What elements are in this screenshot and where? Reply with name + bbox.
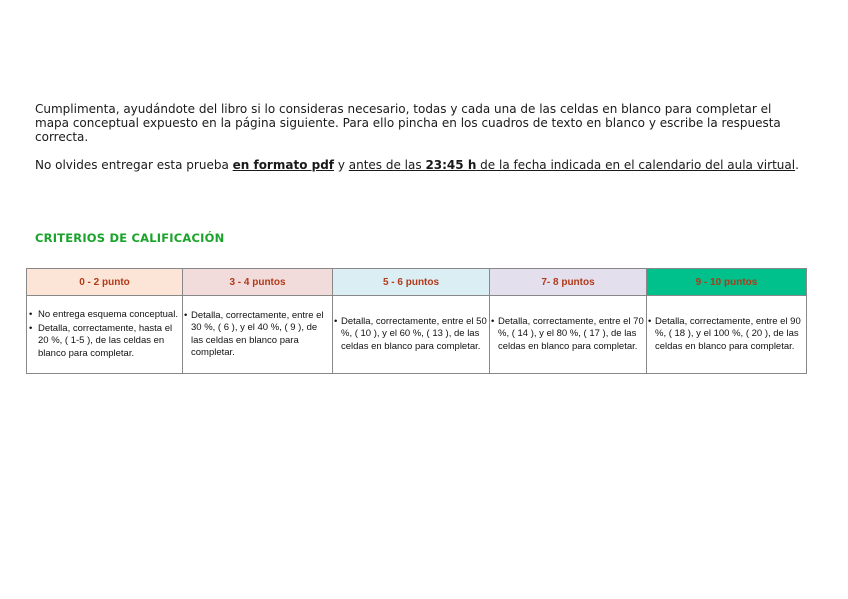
section-title-criteria: CRITERIOS DE CALIFICACIÓN <box>35 231 225 245</box>
criteria-cell-3-4 <box>183 296 333 374</box>
pdf-format-emphasis: en formato pdf <box>232 158 335 172</box>
deadline-time-clause <box>349 158 795 172</box>
criteria-header-row <box>27 269 807 296</box>
criteria-cell-5-6 <box>333 296 490 374</box>
criteria-list <box>28 309 180 360</box>
criteria-header-9-10: 9 - 10 puntos <box>647 269 807 296</box>
criteria-cell-0-2 <box>27 296 183 374</box>
criteria-cell-7-8 <box>490 296 647 374</box>
deadline-time: 23:45 h <box>425 158 477 172</box>
deadline-before-prefix: antes de las <box>348 158 426 172</box>
criteria-item-up-to-20: • Detalla, correctamente, hasta el 20 %, ( 1-5 ), de las celdas en blanco para completar. <box>28 323 180 361</box>
deadline-before-suffix: de la fecha indicada en el calendario del aula virtual <box>476 158 796 172</box>
criteria-item-no-delivery: • No entrega esquema conceptual. <box>28 309 180 322</box>
criteria-row <box>27 296 807 374</box>
deadline-end: . <box>795 158 799 172</box>
deadline-text-2: y <box>334 158 349 172</box>
criteria-header-3-4: 3 - 4 puntos <box>183 269 333 296</box>
criteria-header-5-6: 5 - 6 puntos <box>333 269 490 296</box>
criteria-header-0-2: 0 - 2 punto <box>27 269 183 296</box>
criteria-item-50-60: • Detalla, correctamente, entre el 50 %, ( 10 ), y el 60 %, ( 13 ), de las celdas en blanco para completar. <box>334 316 487 354</box>
criteria-item-30-40: • Detalla, correctamente, entre el 30 %, ( 6 ), y el 40 %, ( 9 ), de las celdas en blanco para completar. <box>184 310 330 360</box>
criteria-table <box>26 268 807 374</box>
criteria-item-70-80: • Detalla, correctamente, entre el 70 %, ( 14 ), y el 80 %, ( 17 ), de las celdas en blanco para completar. <box>491 316 644 354</box>
criteria-item-90-100: • Detalla, correctamente, entre el 90 %, ( 18 ), y el 100 %, ( 20 ), de las celdas en blanco para completar. <box>648 316 804 354</box>
criteria-cell-9-10 <box>647 296 807 374</box>
deadline-text-1: No olvides entregar esta prueba <box>35 158 233 172</box>
deadline-note <box>35 158 825 172</box>
instructions-paragraph: Cumplimenta, ayudándote del libro si lo consideras necesario, todas y cada una de las celdas en blanco para completar el mapa conceptual expuesto en la página siguiente. Para ello pincha en los cuadros de texto en blanco y escribe la respuesta correcta. <box>35 102 781 144</box>
criteria-header-7-8: 7- 8 puntos <box>490 269 647 296</box>
